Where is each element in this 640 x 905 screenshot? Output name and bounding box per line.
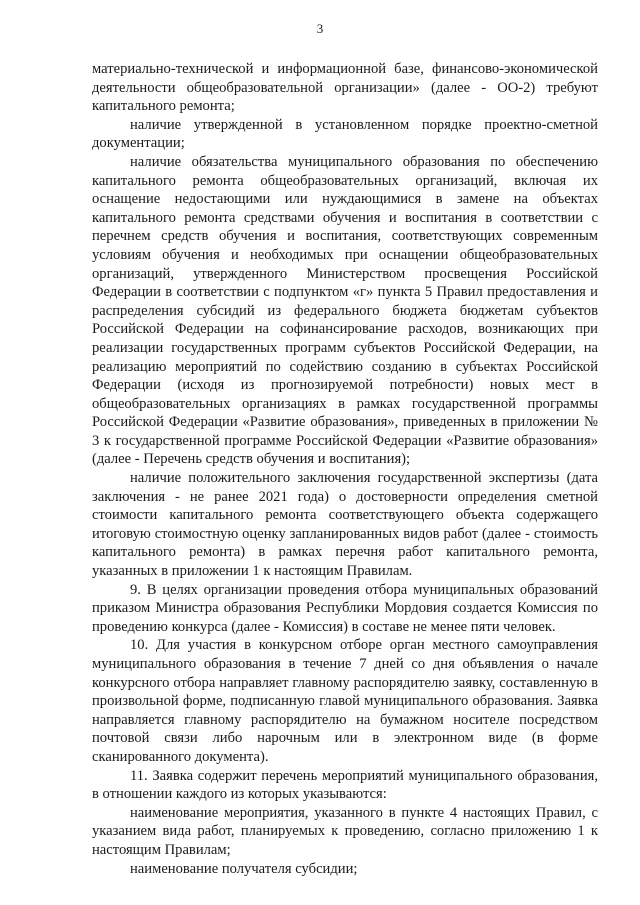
paragraph-expert-conclusion: наличие положительного заключения государственной экспертизы (дата заключения - не ранее 2021 года) о достоверности определения сметной стоимости капитального ремонта соответствующего объекта содержащего итоговую стоимостную оценку запланированных видов работ (далее - стоимость капитального ремонта) в рамках перечня работ капитального ремонта, указанных в приложении 1 к настоящим Правилам. [92, 470, 598, 580]
paragraph-continuation: материально-технической и информационной базе, финансово-экономической деятельности общеобразовательной организации» (далее - ОО-2) требуют капитального ремонта; [92, 61, 598, 115]
page-number: 3 [316, 21, 324, 36]
paragraph-municipal-obligation: наличие обязательства муниципального образования по обеспечению капитального ремонта общеобразовательных организаций, включая их оснащение недостающими или нуждающимися в замене на объектах капитального ремонта средствами обучения и воспитания в соответствии с перечнем средств обучения и воспитания, соответствующих современным условиям обучения и необходимых при оснащении общеобразовательных организаций, утвержденного Министерством просвещения Российской Федерации в соответствии с подпунктом «г» пункта 5 Правил предоставления и распределения субсидий из федерального бюджета бюджетам субъектов Российской Федерации на софинансирование расходов, возникающих при реализации государственных программ субъектов Российской Федерации, на реализацию мероприятий по содействию созданию в субъектах Российской Федерации (исходя из прогнозируемой потребности) новых мест в общеобразовательных организациях в рамках государственной программы Российской Федерации «Развитие образования», приведенных в приложении № 3 к государственной программе Российской Федерации «Развитие образования» (далее - Перечень средств обучения и воспитания); [92, 153, 598, 468]
document-body [92, 60, 598, 878]
paragraph-item-10: 10. Для участия в конкурсном отборе орган местного самоуправления муниципального образования в течение 7 дней со дня объявления о начале конкурсного отбора направляет главному распорядителю заявку, составленную в произвольной форме, подписанную главой муниципального образования. Заявка направляется главному распорядителю на бумажном носителе посредством почтовой связи либо нарочным или в электронном виде (в форме сканированного документа). [92, 637, 598, 765]
paragraph-activity-name: наименование мероприятия, указанного в пункте 4 настоящих Правил, с указанием вида работ, планируемых к проведению, согласно приложению 1 к настоящим Правилам; [92, 804, 598, 858]
paragraph-item-9: 9. В целях организации проведения отбора муниципальных образований приказом Министра образования Республики Мордовия создается Комиссия по проведению конкурса (далее - Комиссия) в составе не менее пяти человек. [92, 581, 598, 635]
paragraph-recipient-name: наименование получателя субсидии; [130, 860, 358, 877]
paragraph-design-documentation: наличие утвержденной в установленном порядке проектно-сметной документации; [92, 116, 598, 152]
paragraph-item-11: 11. Заявка содержит перечень мероприятий муниципального образования, в отношении каждого из которых указываются: [92, 767, 598, 803]
